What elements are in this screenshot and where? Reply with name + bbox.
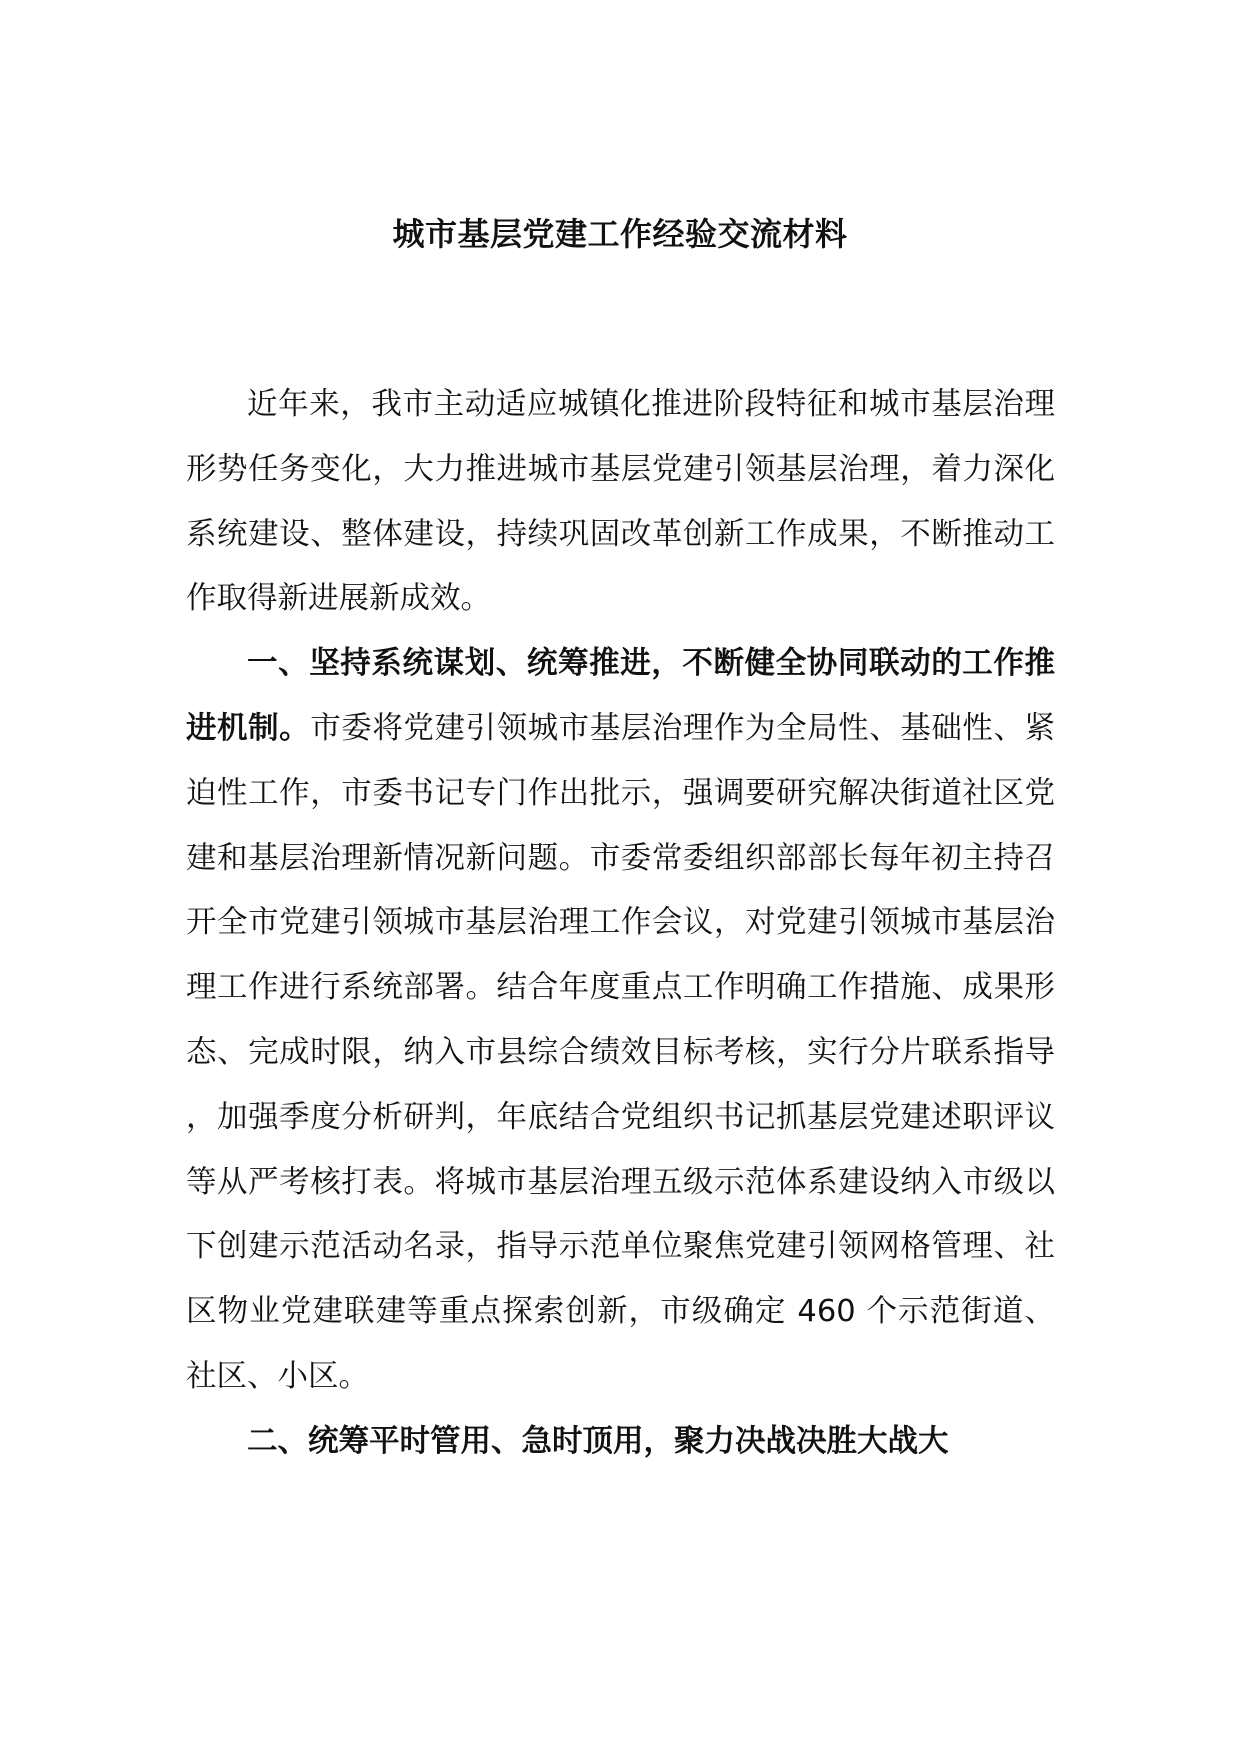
section-1-paragraph bbox=[186, 632, 1055, 1410]
section-2-heading: 二、统筹平时管用、急时顶用，聚力决战决胜大战大 bbox=[247, 1423, 949, 1459]
document-title: 城市基层党建工作经验交流材料 bbox=[392, 215, 848, 253]
section-1-heading: 一、坚持系统谋划、统筹推进，不断健全协同联动的工作推进机制。 bbox=[186, 646, 1055, 746]
section-1-text: 市委将党建引领城市基层治理作为全局性、基础性、紧迫性工作，市委书记专门作出批示，强调要研究解决街道社区党建和基层治理新情况新问题。市委常委组织部部长每年初主持召开全市党建引领城市基层治理工作会议，对党建引领城市基层治理工作进行系统部署。结合年度重点工作明确工作措施、成果形态、完成时限，纳入市县综合绩效目标考核，实行分片联系指导，加强季度分析研判，年底结合党组织书记抓基层党建述职评议等从严考核打表。将城市基层治理五级示范体系建设纳入市级以下创建示范活动名录，指导示范单位聚焦党建引领网格管理、社区物业党建联建等重点探索创新，市级确定 460 个示范街道、社区、小区。 bbox=[186, 710, 1056, 1394]
document-body bbox=[186, 373, 1055, 1475]
intro-paragraph: 近年来，我市主动适应城镇化推进阶段特征和城市基层治理形势任务变化，大力推进城市基层党建引领基层治理，着力深化系统建设、整体建设，持续巩固改革创新工作成果，不断推动工作取得新进展新成效。 bbox=[186, 387, 1055, 617]
section-2-paragraph bbox=[186, 1410, 1055, 1475]
